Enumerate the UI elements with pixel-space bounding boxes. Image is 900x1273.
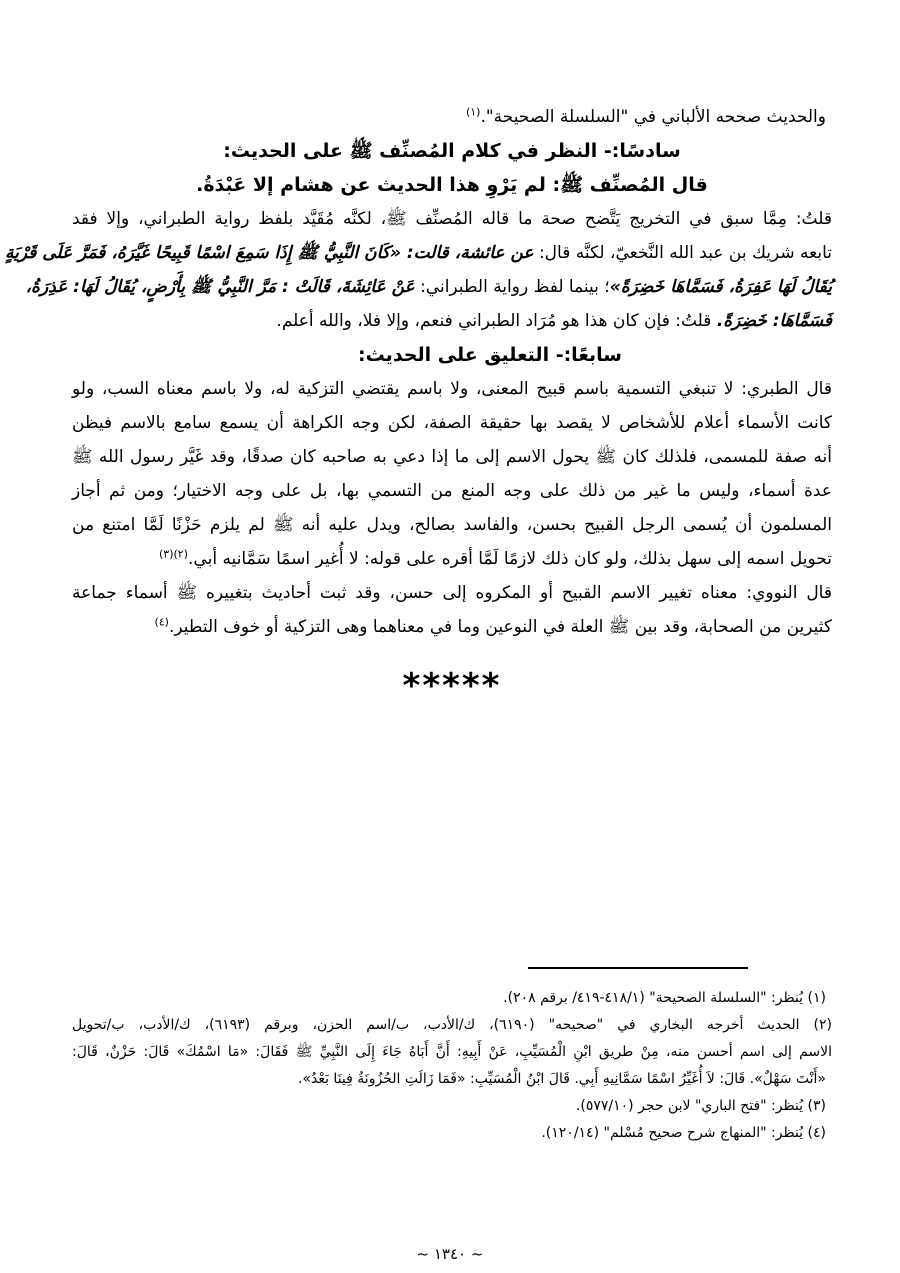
footnote-3: (٣) يُنظر: "فتح الباري" لابن حجر (٥٧٧/١٠). [575, 1098, 826, 1114]
paragraph-line: تحويل اسمه إلى سهل بذلك، ولو كان ذلك لازمًا لَمَّا أقره على قوله: لا أُغير اسمًا سَمَّانيه أبي.$^{(٢)(٣)}$ [158, 547, 832, 569]
paragraph-commentary [4, 202, 832, 338]
footnote-4: (٤) يُنظر: "المنهاج شرح صحيح مُسْلم" (١٢٠/١٤). [541, 1125, 826, 1141]
paragraph-line: قال الطبري: لا تنبغي التسمية باسم قبيح المعنى، ولا باسم يقتضي التزكية له، ولا باسم معناه السب، ولو [72, 379, 832, 399]
paragraph-line: قال النووي: معناه تغيير الاسم القبيح أو المكروه إلى حسن، وقد ثبت أحاديث بتغييره ﷺ أسماء جماعة [72, 583, 832, 603]
section-subheading-author-quote: قال المُصنِّف ﷺ: لم يَرْوِ هذا الحديث عن هشام إلا عَبْدَةُ. [196, 174, 708, 196]
paragraph-line: عدة أسماء، وليس ما غير من ذلك على وجه المنع من التسمي بها، بل على وجه الاختيار؛ ومن ثم أجاز [72, 481, 832, 501]
hadith-quote: يُقَالُ لَهَا عَفِرَةُ، فَسَمَّاهَا خَضِرَةً» [609, 277, 832, 297]
hadith-quote: عن عائشة، قالت: «كَانَ النَّبِيُّ ﷺ إِذَا سَمِعَ اسْمًا قَبِيحًا غَيَّرَهُ، فَمَرَّ عَلَى قَرْيَةٍ [4, 243, 534, 263]
paragraph-line: كثيرين من الصحابة، وقد بين ﷺ العلة في النوعين وما في معناهما وهى التزكية أو خوف التطير.$^{(٤)}$ [154, 615, 832, 637]
intro-line: والحديث صححه الألباني في "السلسلة الصحيحة".$^{(١)}$ [465, 105, 826, 127]
paragraph-line: تابعه شريك بن عبد الله النَّخعيّ، لكنَّه قال: عن عائشة، قالت: «كَانَ النَّبِيُّ ﷺ إِذَا سَمِعَ اسْمًا قَبِيحًا غَيَّرَهُ، فَمَرَّ عَلَى قَرْيَةٍ [4, 243, 832, 263]
page-body [4, 100, 832, 706]
section-heading-sixth: سادسًا:- النظر في كلام المُصنِّف ﷺ على الحديث: [223, 140, 681, 162]
section-heading-seventh: سابعًا:- التعليق على الحديث: [357, 344, 622, 366]
footnote-divider [528, 967, 748, 969]
footnote-ref-4: (٤) [154, 615, 169, 629]
footnote-2: (٢) الحديث أخرجه البخاري في "صحيحه" (٦١٩٠)، ك/الأدب، ب/اسم الحزن، وبرقم (٦١٩٣)، ك/الأدب، ب/تحويل [72, 1017, 832, 1033]
paragraph-tabari [72, 372, 832, 576]
footnote-ref-1: (١) [465, 105, 481, 119]
footnote-1: (١) يُنظر: "السلسلة الصحيحة" (٤١٨/١-٤١٩/ برقم ٢٠٨). [503, 990, 826, 1006]
footnotes [72, 985, 832, 1147]
paragraph-line: فَسَمَّاهَا: خَضِرَةً. قلتُ: فإن كان هذا هو مُرَاد الطبراني فنعم، وإلا فلا، والله أعلم. [276, 311, 832, 331]
paragraph-line: قلتُ: مِمَّا سبق في التخريج يَتَّضح صحة ما قاله المُصنِّف ﷺ، لكنَّه مُقَيَّد بلفظ رواية الطبراني، وإلا فقد [72, 209, 832, 229]
paragraph-line: أنه صفة للمسمى، فلذلك كان ﷺ يحول الاسم إلى ما إذا دعي به صاحبه كان صدقًا، وقد غَيَّر رسول الله ﷺ [72, 447, 832, 467]
hadith-quote: عَنْ عَائِشَةَ، قَالَتْ : مَرَّ النَّبِيُّ ﷺ بِأَرْضٍ، يُقَالُ لَهَا: عَذِرَةُ، [25, 277, 415, 297]
paragraph-line: كانت الأسماء أعلام للأشخاص لا يقصد بها حقيقة الصفة، لكن وجه الكراهة أن يسمع سامع بالاسم فيظن [72, 413, 832, 433]
footnote-ref-2-3: (٢)(٣) [158, 547, 189, 561]
paragraph-line: يُقَالُ لَهَا عَفِرَةُ، فَسَمَّاهَا خَضِرَةً»؛ بينما لفظ رواية الطبراني: عَنْ عَائِشَةَ، قَالَتْ : مَرَّ النَّبِيُّ ﷺ بِأَرْضٍ، يُقَالُ لَهَا: عَذِرَةُ، [25, 277, 832, 297]
page-number: ~ ١٣٤٠ ~ [416, 1245, 484, 1263]
footnote-2-continued: «أَنْتَ سَهْلٌ». قَالَ: لاَ أُغَيِّرُ اسْمًا سَمَّانِيهِ أَبِي. قَالَ ابْنُ الْمُسَيِّبِ: «فَمَا زَالَتِ الحُزُونَةُ فِينَا بَعْدُ». [297, 1071, 826, 1087]
hadith-quote: فَسَمَّاهَا: خَضِرَةً. [716, 311, 832, 331]
paragraph-line: المسلمون أن يُسمى الرجل القبيح بحسن، والفاسد بصالح، ويدل عليه أنه ﷺ لم يلزم حَزْنًا لَمَّا امتنع من [72, 515, 832, 535]
paragraph-nawawi [72, 576, 832, 644]
section-separator: ***** [402, 666, 502, 706]
footnote-2-continued: الاسم إلى اسم أحسن منه، مِنْ طريق ابْنِ الْمُسَيِّبِ، عَنْ أَبِيهِ: أَنَّ أَبَاهُ جَاءَ إِلَى النَّبِيِّ ﷺ فَقَالَ: «مَا اسْمُكَ» قَالَ: حَزْنٌ، قَالَ: [72, 1044, 832, 1060]
